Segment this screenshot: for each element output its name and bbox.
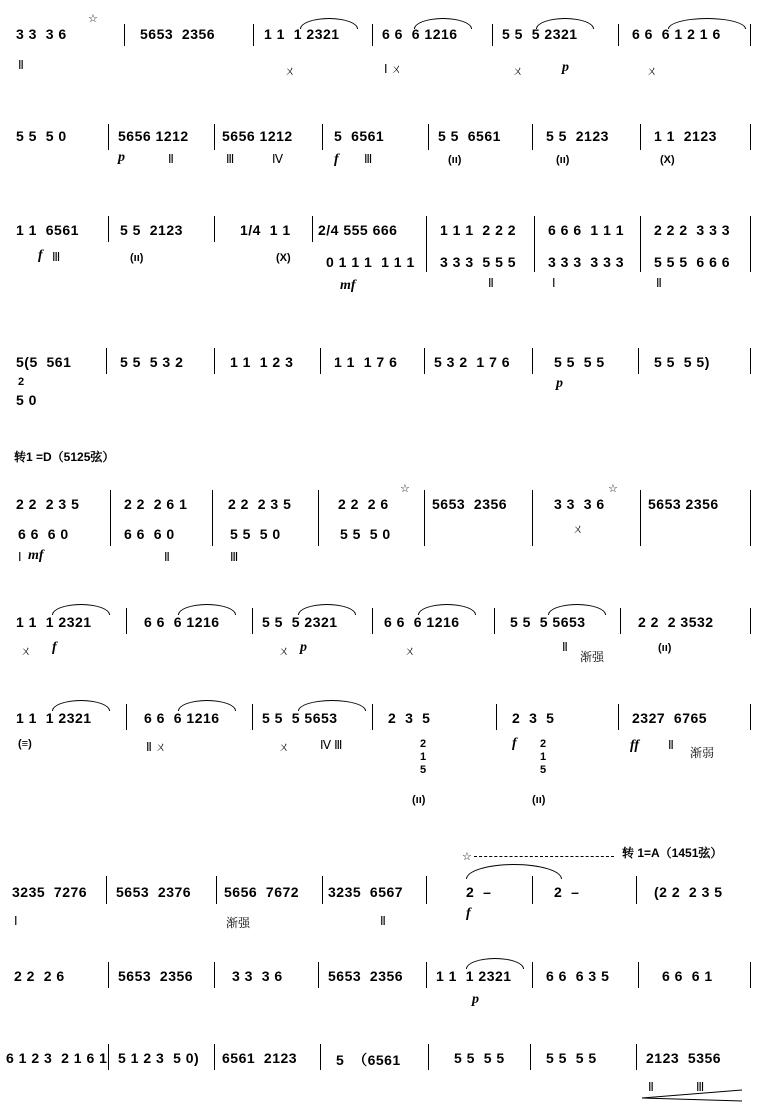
string-mark: Ⅱ (488, 276, 494, 290)
measure: 1 1 1 7 6 (334, 354, 398, 370)
measure: 5(5 561 (16, 354, 72, 370)
measure: 5 5 5 3 2 (120, 354, 184, 370)
lower-part: 2 (18, 376, 25, 388)
decrescendo-hairpin (642, 1088, 746, 1102)
barline (492, 24, 493, 46)
barline (253, 24, 254, 46)
string-mark: Ⅰ ㄨ (384, 62, 403, 76)
measure: 3235 7276 (12, 884, 88, 900)
measure: 1 1 1 2321 (436, 968, 512, 984)
lower-part: 5 0 (16, 392, 37, 408)
lower-part: 6 6 6 0 (124, 526, 175, 542)
dynamic-mark: p (472, 992, 479, 1007)
position-mark: (X) (276, 252, 291, 264)
barline (530, 1044, 531, 1070)
measure: 6 6 6 1216 (144, 614, 220, 630)
system-8 (0, 842, 761, 942)
barline (214, 962, 215, 988)
expression-text: 渐强 (580, 650, 605, 664)
dynamic-mark: f (52, 640, 57, 655)
position-mark: (ıı) (532, 794, 546, 806)
measure: 2 2 2 3 5 (16, 496, 80, 512)
measure: 5653 2356 (648, 496, 719, 512)
position-mark: (ıı) (130, 252, 144, 264)
barline (372, 24, 373, 46)
measure: (2 2 2 3 5 (654, 884, 723, 900)
measure: 5 5 2123 (120, 222, 183, 238)
dynamic-mark: mf (28, 548, 44, 563)
slur (178, 604, 236, 615)
expression-text: 渐弱 (690, 746, 715, 760)
finger-mark: ㄨ (284, 64, 297, 78)
barline (126, 704, 127, 730)
measure: 5 5 5 2321 (502, 26, 578, 42)
barline (214, 216, 215, 242)
dynamic-mark: p (118, 150, 125, 165)
measure: 2 2 2 6 1 (124, 496, 188, 512)
barline (620, 608, 621, 634)
measure: 1 1 1 2 2 2 (440, 222, 517, 238)
measure: 5656 1212 (222, 128, 293, 144)
barline (212, 490, 213, 546)
barline (108, 124, 109, 150)
measure: 5 5 5 0 (16, 128, 67, 144)
slur (178, 700, 236, 711)
measure: 5653 2356 (328, 968, 404, 984)
barline (640, 216, 641, 272)
lower-part: 5 5 5 0 (340, 526, 391, 542)
string-mark: Ⅱ (668, 738, 674, 752)
string-mark: Ⅱ ㄨ (146, 740, 167, 754)
measure: 6 6 6 1216 (384, 614, 460, 630)
measure: 3 3 3 6 (16, 26, 67, 42)
barline (638, 348, 639, 374)
slur (52, 700, 110, 711)
string-mark: Ⅱ (18, 58, 24, 72)
measure: 5653 2356 (432, 496, 508, 512)
measure: 5 5 6561 (438, 128, 501, 144)
measure: 2 2 2 3 3 3 (654, 222, 731, 238)
barline (534, 216, 535, 272)
barline (494, 608, 495, 634)
barline (318, 490, 319, 546)
dynamic-mark: ff (630, 738, 640, 753)
barline (426, 216, 427, 272)
measure: 6 6 6 1 1 1 (548, 222, 625, 238)
barline (110, 490, 111, 546)
barline (428, 1044, 429, 1070)
barline (532, 348, 533, 374)
position-mark: (X) (660, 154, 675, 166)
lower-part: 2 1 5 (420, 738, 427, 776)
string-mark: Ⅲ (364, 152, 373, 166)
slur (466, 958, 524, 969)
barline (106, 876, 107, 904)
finger-mark: ㄨ (20, 644, 33, 658)
dynamic-mark: p (300, 640, 307, 655)
measure: 5 3 2 1 7 6 (434, 354, 511, 370)
barline (424, 348, 425, 374)
measure: 2 2 2 6 (338, 496, 389, 512)
measure: 1 1 1 2 3 (230, 354, 294, 370)
measure: 2/4 555 666 (318, 222, 398, 238)
system-9 (0, 958, 761, 1018)
key-change: 转1 =D（5125弦） (14, 450, 115, 464)
measure: 5 5 5 5653 (510, 614, 586, 630)
system-3 (0, 212, 761, 302)
dynamic-mark: p (556, 376, 563, 391)
measure: 6 6 6 1 (662, 968, 713, 984)
barline (320, 348, 321, 374)
lower-part: 6 6 6 0 (18, 526, 69, 542)
barline (214, 124, 215, 150)
barline (214, 348, 215, 374)
string-mark: Ⅱ (562, 640, 568, 654)
barline (108, 216, 109, 242)
measure: 3 3 3 6 (554, 496, 605, 512)
barline (750, 348, 751, 374)
system-10 (0, 1040, 761, 1106)
barline (750, 24, 751, 46)
measure: 6561 2123 (222, 1050, 298, 1066)
barline (638, 962, 639, 988)
measure: 5 5 5 5 (554, 354, 605, 370)
measure: 6 6 6 1 2 1 6 (632, 26, 721, 42)
barline (750, 704, 751, 730)
string-mark: Ⅱ (164, 550, 170, 564)
measure: 1 1 1 2321 (16, 614, 92, 630)
string-mark: Ⅰ (18, 550, 22, 564)
barline (640, 490, 641, 546)
string-mark: Ⅲ (52, 250, 61, 264)
measure: 2 2 2 6 (14, 968, 65, 984)
string-mark: Ⅳ (272, 152, 284, 166)
star-mark: ☆ (400, 483, 410, 495)
measure: 2 3 5 (388, 710, 431, 726)
lower-part: 2 1 5 (540, 738, 547, 776)
dynamic-mark: f (512, 736, 517, 751)
finger-mark: ㄨ (512, 64, 525, 78)
measure: 2 – (466, 884, 492, 900)
string-mark: Ⅲ (230, 550, 239, 564)
barline (750, 124, 751, 150)
measure: 5656 1212 (118, 128, 189, 144)
measure: 5653 2356 (140, 26, 216, 42)
expression-text: 渐强 (226, 916, 251, 930)
barline (750, 962, 751, 988)
measure: 2123 5356 (646, 1050, 722, 1066)
dynamic-mark: p (562, 60, 569, 75)
slur (548, 604, 606, 615)
barline (428, 124, 429, 150)
string-mark: Ⅳ Ⅲ (320, 738, 343, 752)
slur (668, 18, 746, 29)
barline (108, 962, 109, 988)
measure: 6 1 2 3 2 1 6 1 (6, 1050, 108, 1066)
measure: 5 5 5 5653 (262, 710, 338, 726)
barline (618, 24, 619, 46)
barline (372, 608, 373, 634)
slur (298, 604, 356, 615)
barline (640, 124, 641, 150)
barline (532, 124, 533, 150)
barline (496, 704, 497, 730)
lower-part: 5 5 5 0 (230, 526, 281, 542)
barline (126, 608, 127, 634)
lower-part: 3 3 3 5 5 5 (440, 254, 517, 270)
string-mark: Ⅱ (648, 1080, 654, 1094)
barline (532, 876, 533, 904)
position-mark: (ıı) (658, 642, 672, 654)
system-5 (0, 446, 761, 576)
measure: 2 2 2 3 5 (228, 496, 292, 512)
slur (52, 604, 110, 615)
position-mark: (ıı) (412, 794, 426, 806)
lower-part: 0 1 1 1 1 1 1 (326, 254, 415, 270)
measure: 2327 6765 (632, 710, 708, 726)
string-mark: Ⅲ (226, 152, 235, 166)
measure: 6 6 6 1216 (144, 710, 220, 726)
string-mark: Ⅱ (656, 276, 662, 290)
barline (532, 962, 533, 988)
system-7 (0, 696, 761, 836)
position-mark: (ıı) (448, 154, 462, 166)
finger-mark: ㄨ (404, 644, 417, 658)
measure: 5 5 5 5 (454, 1050, 505, 1066)
system-6 (0, 604, 761, 674)
slur (418, 604, 476, 615)
measure: 5 （6561 (336, 1052, 401, 1068)
measure: 5656 7672 (224, 884, 300, 900)
finger-mark: ㄨ (572, 522, 585, 536)
string-mark: Ⅰ (14, 914, 18, 928)
barline (106, 348, 107, 374)
barline (318, 962, 319, 988)
barline (618, 704, 619, 730)
measure: 5 5 5 5) (654, 354, 710, 370)
finger-mark: ㄨ (278, 740, 291, 754)
star-mark: ☆ (608, 483, 618, 495)
measure: 5 5 5 2321 (262, 614, 338, 630)
measure: 5 6561 (334, 128, 385, 144)
star-mark: ☆ (462, 851, 472, 863)
dynamic-mark: mf (340, 278, 356, 293)
lower-part: 5 5 5 6 6 6 (654, 254, 731, 270)
key-change: 转 1=A（1451弦） (622, 846, 723, 860)
barline (636, 876, 637, 904)
dynamic-mark: f (334, 152, 339, 167)
system-1 (0, 13, 761, 88)
finger-mark: ㄨ (646, 64, 659, 78)
measure: 6 6 6 3 5 (546, 968, 610, 984)
position-mark: (ıı) (556, 154, 570, 166)
barline (322, 876, 323, 904)
barline (372, 704, 373, 730)
measure: 1/4 1 1 (240, 222, 291, 238)
measure: 5 1 2 3 5 0) (118, 1050, 200, 1066)
barline (750, 490, 751, 546)
system-2 (0, 120, 761, 180)
barline (320, 1044, 321, 1070)
measure: 5653 2356 (118, 968, 194, 984)
measure: 6 6 6 1216 (382, 26, 458, 42)
barline (312, 216, 313, 242)
measure: 1 1 1 2321 (264, 26, 340, 42)
dashed-line (474, 856, 614, 857)
barline (424, 490, 425, 546)
barline (252, 704, 253, 730)
measure: 2 3 5 (512, 710, 555, 726)
barline (636, 1044, 637, 1070)
measure: 5 5 2123 (546, 128, 609, 144)
barline (322, 124, 323, 150)
slur (466, 864, 562, 879)
barline (426, 876, 427, 904)
measure: 2 2 2 3532 (638, 614, 714, 630)
barline (750, 216, 751, 272)
slur (414, 18, 472, 29)
barline (124, 24, 125, 46)
barline (216, 876, 217, 904)
slur (300, 18, 358, 29)
measure: 3 3 3 6 (232, 968, 283, 984)
barline (426, 962, 427, 988)
measure: 3235 6567 (328, 884, 404, 900)
dynamic-mark: f (466, 906, 471, 921)
measure: 5653 2376 (116, 884, 192, 900)
barline (252, 608, 253, 634)
measure: 1 1 2123 (654, 128, 717, 144)
barline (532, 490, 533, 546)
finger-mark: ㄨ (278, 644, 291, 658)
measure: 1 1 1 2321 (16, 710, 92, 726)
string-mark: Ⅰ (552, 276, 556, 290)
system-4 (0, 340, 761, 420)
barline (108, 1044, 109, 1070)
string-mark: Ⅱ (168, 152, 174, 166)
string-mark: Ⅱ (380, 914, 386, 928)
lower-part: 3 3 3 3 3 3 (548, 254, 625, 270)
measure: 5 5 5 5 (546, 1050, 597, 1066)
slur (536, 18, 594, 29)
star-mark: ☆ (88, 13, 98, 25)
barline (214, 1044, 215, 1070)
string-mark: Ⅲ (696, 1080, 705, 1094)
measure: 2 – (554, 884, 580, 900)
slur (298, 700, 366, 711)
barline (750, 608, 751, 634)
position-mark: (≡) (18, 738, 32, 750)
dynamic-mark: f (38, 248, 43, 263)
measure: 1 1 6561 (16, 222, 79, 238)
